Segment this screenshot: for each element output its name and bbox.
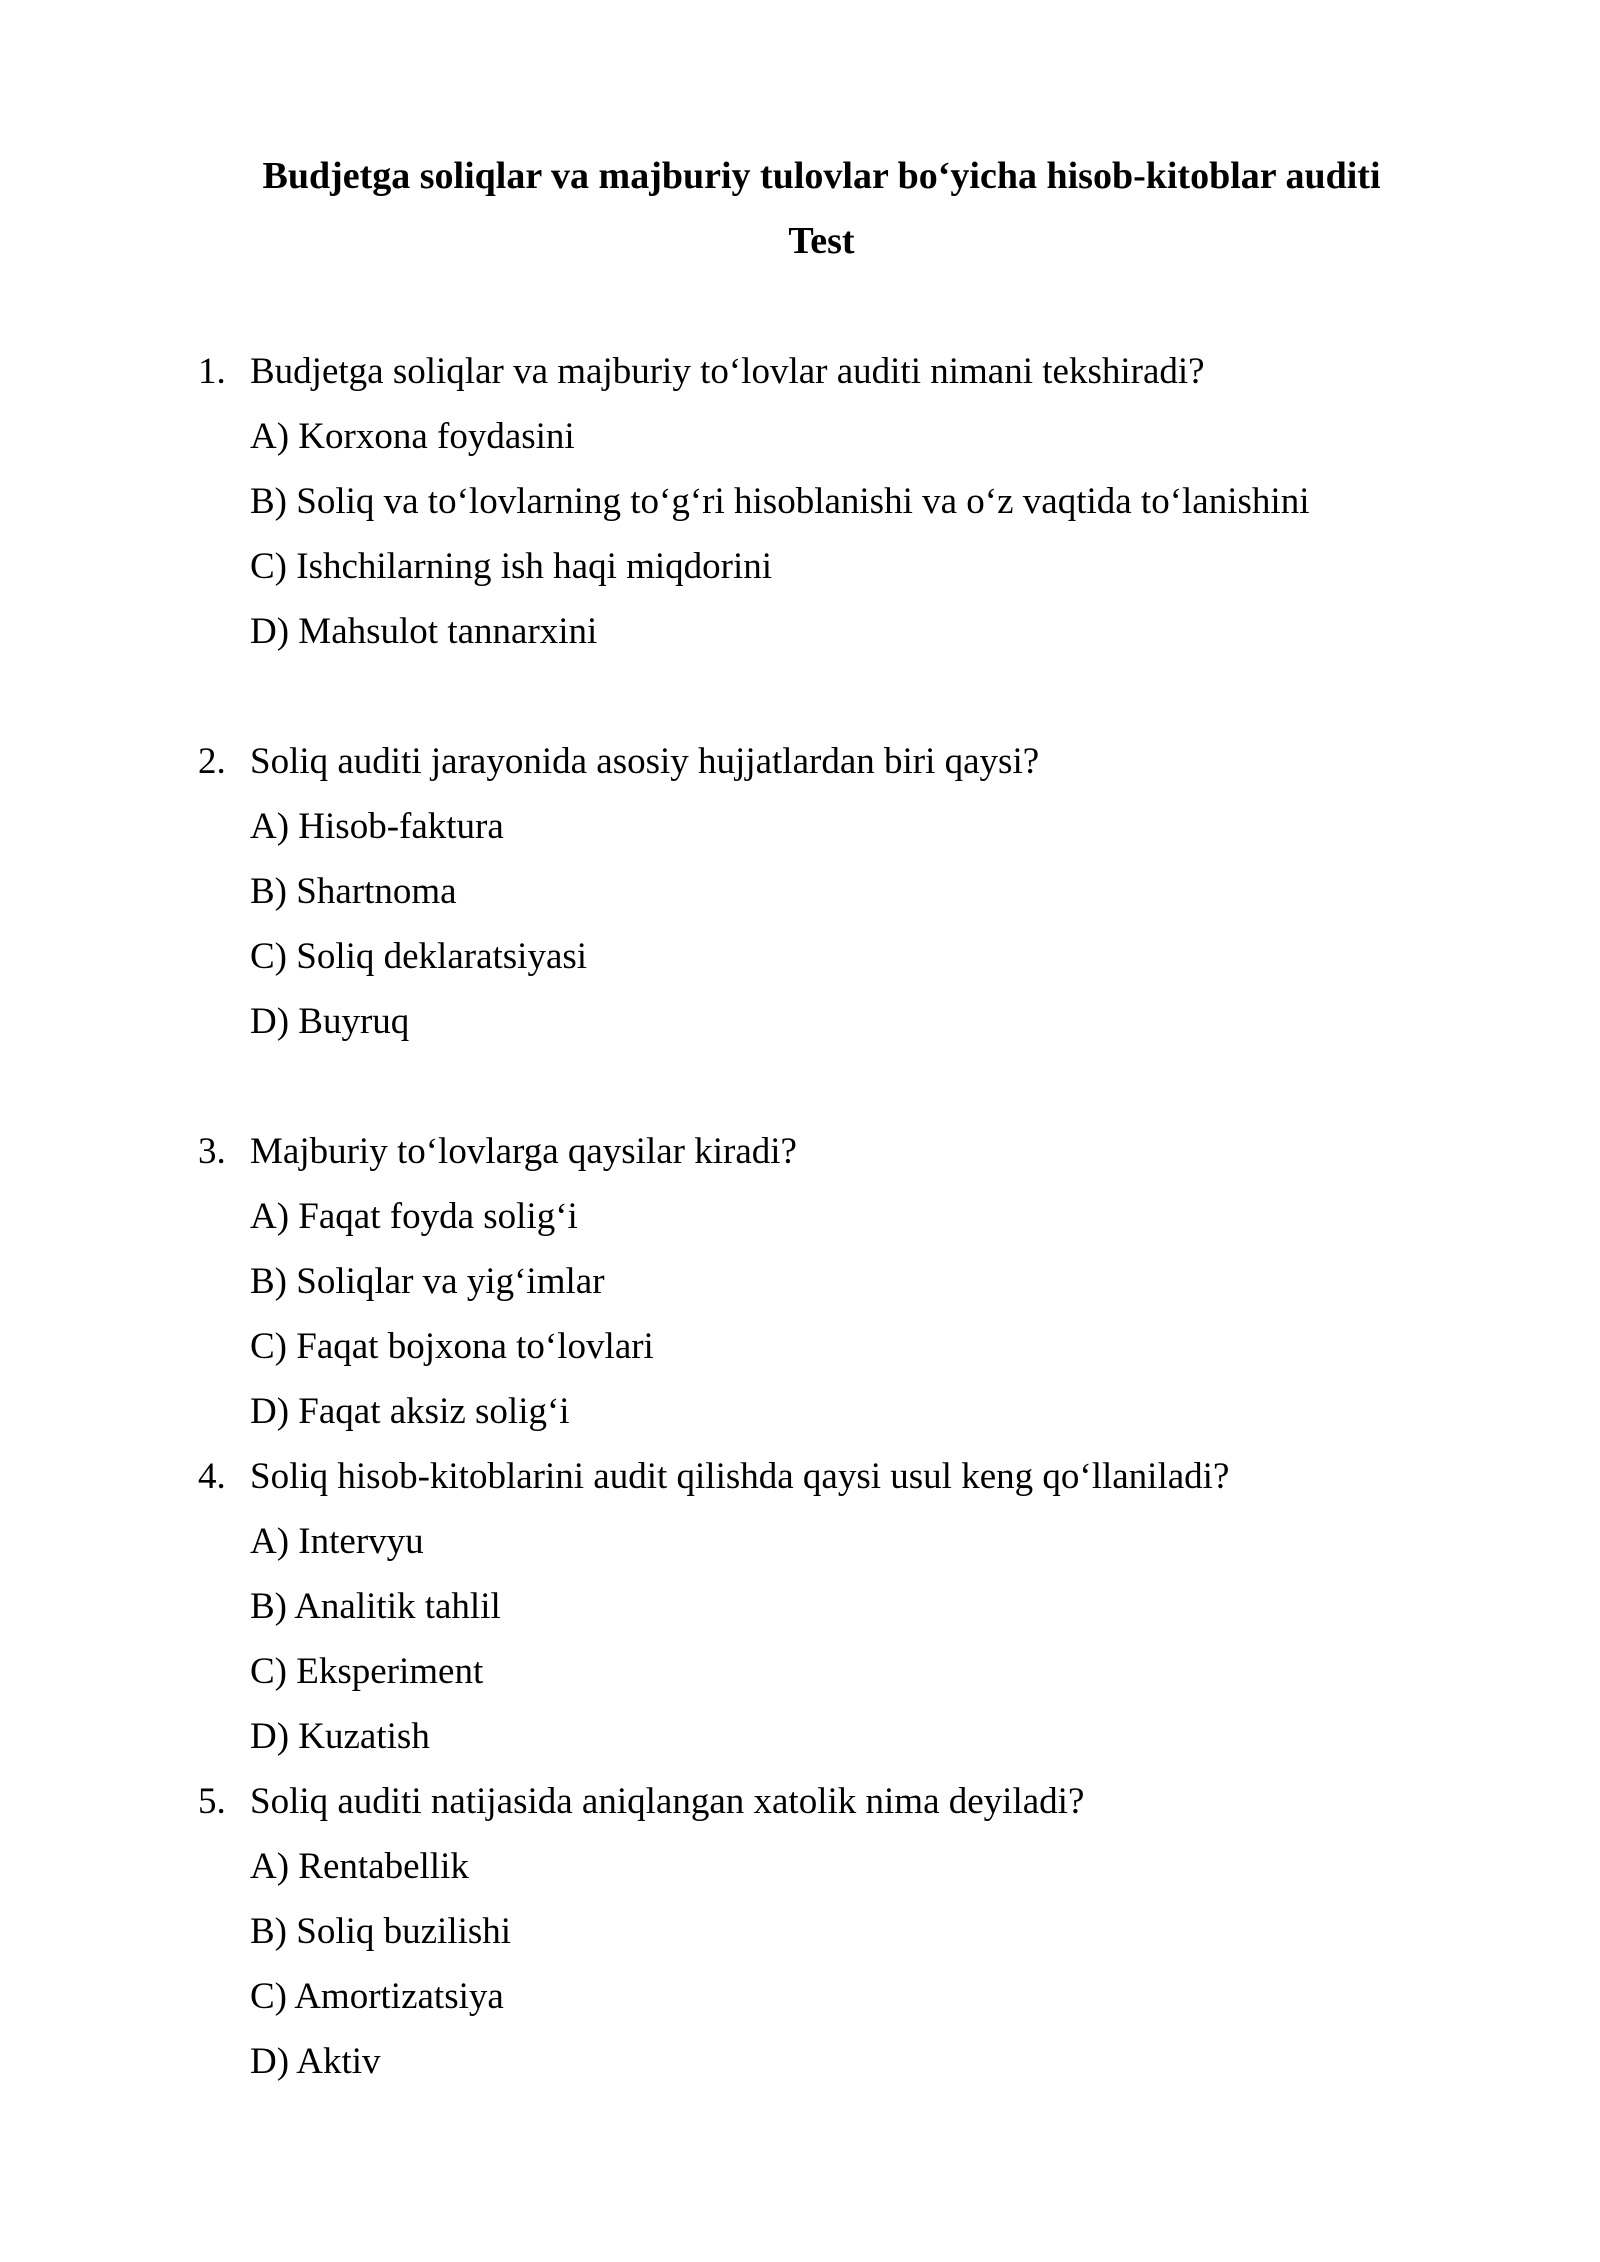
answer-option: C) Faqat bojxona to‘lovlari (250, 1326, 654, 1367)
answer-option: B) Soliq va to‘lovlarning to‘g‘ri hisoblanishi va o‘z vaqtida to‘lanishini (250, 481, 1310, 522)
document-title: Budjetga soliqlar va majburiy tulovlar bo‘yicha hisob-kitoblar auditi (262, 155, 1381, 197)
question-number: 1. (198, 351, 226, 392)
answer-option: B) Soliqlar va yig‘imlar (250, 1261, 605, 1302)
answer-option: B) Analitik tahlil (250, 1586, 501, 1627)
answer-option: C) Amortizatsiya (250, 1976, 504, 2017)
answer-option: A) Faqat foyda solig‘i (250, 1196, 578, 1237)
answer-option: D) Buyruq (250, 1001, 410, 1042)
question-number: 4. (198, 1456, 226, 1497)
question-number: 2. (198, 741, 226, 782)
answer-option: D) Faqat aksiz solig‘i (250, 1391, 570, 1432)
answer-option: A) Korxona foydasini (250, 416, 575, 457)
question-text: Soliq auditi natijasida aniqlangan xatolik nima deyiladi? (250, 1781, 1085, 1822)
question-5 (0, 1779, 1600, 1825)
answer-option: C) Eksperiment (250, 1651, 484, 1692)
question-text: Soliq hisob-kitoblarini audit qilishda qaysi usul keng qo‘llaniladi? (250, 1456, 1230, 1497)
question-3 (0, 1129, 1600, 1175)
question-text: Soliq auditi jarayonida asosiy hujjatlardan biri qaysi? (250, 741, 1040, 782)
question-number: 3. (198, 1131, 226, 1172)
question-2 (0, 739, 1600, 785)
question-1 (0, 349, 1600, 395)
answer-option: D) Kuzatish (250, 1716, 430, 1757)
answer-option: B) Soliq buzilishi (250, 1911, 512, 1952)
answer-option: A) Hisob-faktura (250, 806, 504, 847)
answer-option: B) Shartnoma (250, 871, 457, 912)
answer-option: C) Soliq deklaratsiyasi (250, 936, 588, 977)
question-text: Budjetga soliqlar va majburiy to‘lovlar auditi nimani tekshiradi? (250, 351, 1205, 392)
question-text: Majburiy to‘lovlarga qaysilar kiradi? (250, 1131, 797, 1172)
answer-option: D) Mahsulot tannarxini (250, 611, 598, 652)
question-number: 5. (198, 1781, 226, 1822)
answer-option: A) Intervyu (250, 1521, 424, 1562)
answer-option: D) Aktiv (250, 2041, 381, 2082)
question-4 (0, 1454, 1600, 1500)
answer-option: A) Rentabellik (250, 1846, 469, 1887)
answer-option: C) Ishchilarning ish haqi miqdorini (250, 546, 773, 587)
document-subtitle: Test (788, 220, 855, 262)
